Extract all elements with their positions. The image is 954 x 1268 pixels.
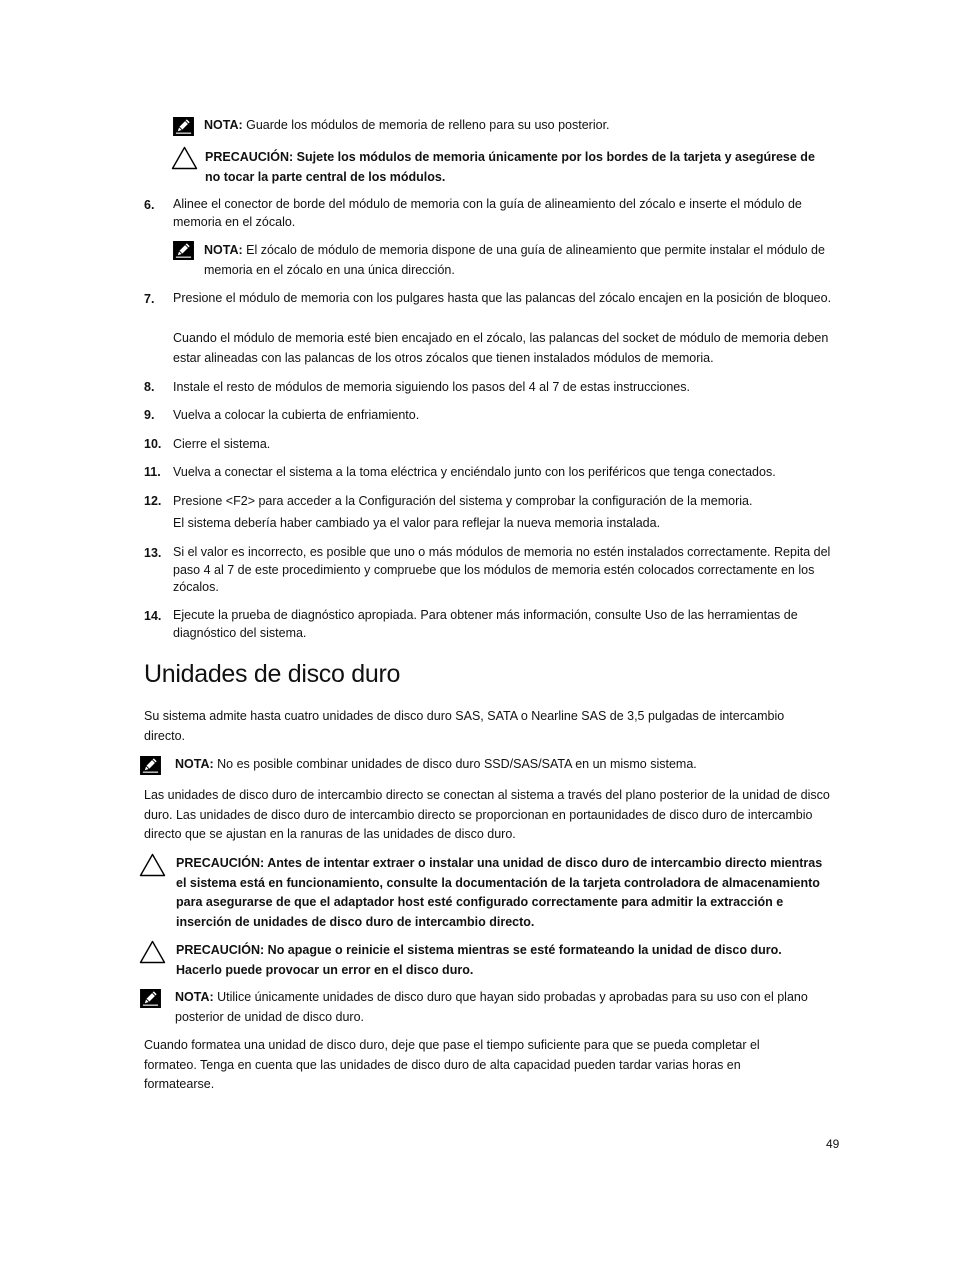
note-unidades-aprobadas: [140, 988, 835, 1027]
caution-text: No apague o reinicie el sistema mientras se esté formateando la unidad de disco duro. Hacerlo puede provocar un error en el disco duro.: [176, 943, 782, 977]
note-text: El zócalo de módulo de memoria dispone de una guía de alineamiento que permite instalar el módulo de memoria en el zócalo en una única dirección.: [204, 243, 825, 277]
caution-text: Antes de intentar extraer o instalar una unidad de disco duro de intercambio directo mientras el sistema está en funcionamiento, consulte la documentación de la tarjeta controladora de almacenamiento para asegurarse de que el adaptador host esté configurado correctamente para admitir la extracción e inserción de unidades de disco duro de intercambio directo.: [176, 856, 823, 929]
section-paragraph-format: Cuando formatea una unidad de disco duro, deje que pase el tiempo suficiente para que se pueda completar el formateo. Tenga en cuenta que las unidades de disco duro de alta capacidad pueden tardar varias horas en formatearse.: [144, 1038, 760, 1091]
note-label: NOTA:: [204, 118, 243, 132]
step-12-detail: El sistema debería haber cambiado ya el valor para reflejar la nueva memoria instalada.: [173, 516, 661, 530]
step-7-number: 7.: [144, 292, 155, 306]
step-9-text: Vuelva a colocar la cubierta de enfriamiento.: [173, 408, 420, 422]
warning-triangle-icon: [139, 853, 166, 877]
note-text: Guarde los módulos de memoria de relleno para su uso posterior.: [242, 118, 610, 132]
step-7-text: Presione el módulo de memoria con los pulgares hasta que las palancas del zócalo encajen en la posición de bloqueo.: [173, 291, 832, 305]
section-intro: Su sistema admite hasta cuatro unidades de disco duro SAS, SATA o Nearline SAS de 3,5 pulgadas de intercambio directo.: [144, 709, 785, 743]
step-13-text: Si el valor es incorrecto, es posible que uno o más módulos de memoria no estén instalados correctamente. Repita del paso 4 al 7 de este procedimiento y compruebe que los módulos de memoria estén colocados correctamente en los zócalos.: [173, 545, 831, 594]
caution-label: PRECAUCIÓN:: [176, 856, 265, 870]
step-12-number: 12.: [144, 494, 162, 508]
step-8-text: Instale el resto de módulos de memoria siguiendo los pasos del 4 al 7 de estas instrucciones.: [173, 380, 690, 394]
caution-extraer-instalar: [139, 854, 827, 932]
step-9-number: 9.: [144, 408, 155, 422]
step-11-text: Vuelva a conectar el sistema a la toma eléctrica y enciéndalo junto con los periféricos que tenga conectados.: [173, 465, 776, 479]
section-paragraph-backplane: Las unidades de disco duro de intercambio directo se conectan al sistema a través del plano posterior de la unidad de disco duro. Las unidades de disco duro de intercambio directo se proporcionan en portaunidades de disco duro de intercambio directo que se ajustan en la ranuras de las unidades de disco duro.: [144, 788, 830, 841]
step-11-number: 11.: [144, 465, 161, 479]
step-6-text: Alinee el conector de borde del módulo de memoria con la guía de alineamiento del zócalo e inserte el módulo de memoria en el zócalo.: [173, 197, 802, 229]
caution-sujete-modulos: [171, 147, 831, 187]
step-14-number: 14.: [144, 609, 162, 623]
warning-triangle-icon: [139, 940, 166, 964]
note-pencil-icon: [140, 756, 161, 775]
note-pencil-icon: [173, 241, 194, 260]
note-zocalo-guia: [173, 240, 833, 280]
step-12-text: Presione <F2> para acceder a la Configuración del sistema y comprobar la configuración de la memoria.: [173, 494, 753, 508]
caution-text: Sujete los módulos de memoria únicamente por los bordes de la tarjeta y asegúrese de no tocar la parte central de los módulos.: [205, 150, 815, 184]
step-8-number: 8.: [144, 380, 155, 394]
note-pencil-icon: [173, 117, 194, 136]
caution-label: PRECAUCIÓN:: [176, 943, 265, 957]
step-14-text: Ejecute la prueba de diagnóstico apropiada. Para obtener más información, consulte Uso de las herramientas de diagnóstico del sistema.: [173, 608, 798, 640]
step-10-text: Cierre el sistema.: [173, 437, 271, 451]
note-label: NOTA:: [204, 243, 243, 257]
note-pencil-icon: [140, 989, 161, 1008]
step-7-detail: Cuando el módulo de memoria esté bien encajado en el zócalo, las palancas del socket de módulo de memoria deben estar alineadas con las palancas de los otros zócalos que tienen instalados módulos de memoria.: [173, 331, 829, 365]
note-guarde-modulos: [173, 116, 838, 136]
warning-triangle-icon: [171, 146, 198, 170]
step-6-number: 6.: [144, 198, 155, 212]
caution-no-apague: [139, 941, 827, 980]
note-label: NOTA:: [175, 757, 214, 771]
note-text: Utilice únicamente unidades de disco duro que hayan sido probadas y aprobadas para su uso con el plano posterior de unidad de disco duro.: [175, 990, 808, 1024]
page-number: 49: [826, 1137, 840, 1151]
note-label: NOTA:: [175, 990, 214, 1004]
step-10-number: 10.: [144, 437, 162, 451]
note-text: No es posible combinar unidades de disco duro SSD/SAS/SATA en un mismo sistema.: [213, 757, 697, 771]
caution-label: PRECAUCIÓN:: [205, 150, 294, 164]
note-no-combinar: [140, 755, 835, 775]
step-13-number: 13.: [144, 546, 162, 560]
section-heading: Unidades de disco duro: [144, 660, 401, 688]
